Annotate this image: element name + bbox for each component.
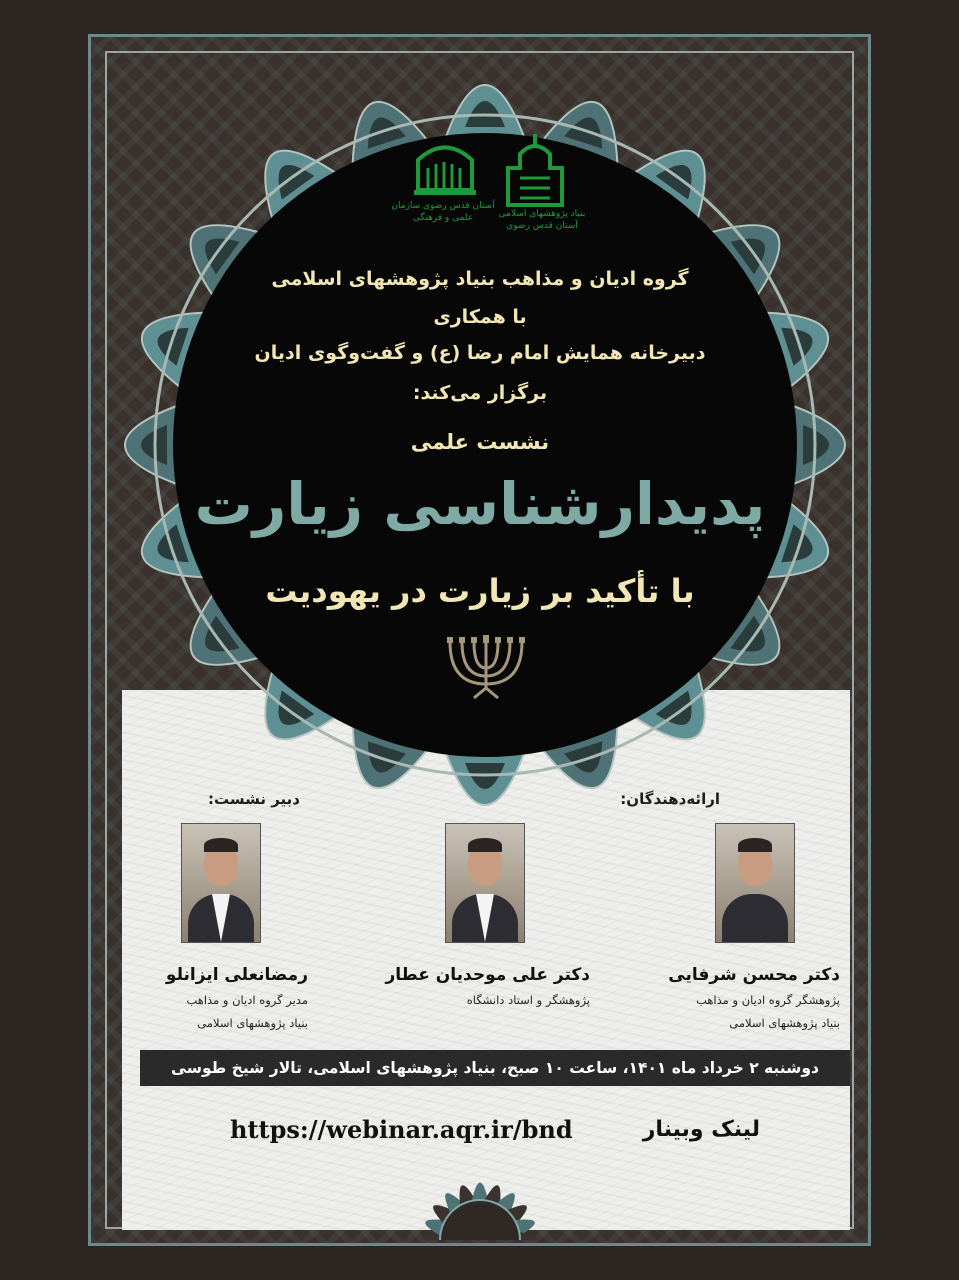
cooperation-line: با همکاری xyxy=(433,306,527,328)
moderator-label: دبیر نشست: xyxy=(207,790,300,808)
menorah-icon xyxy=(436,632,536,702)
presenter-2-role: پژوهشگر و استاد دانشگاه xyxy=(466,993,590,1007)
event-title: پدیدارشناسی زیارت xyxy=(194,470,766,538)
holds-line: برگزار می‌کند: xyxy=(412,382,548,404)
event-subtitle: با تأکید بر زیارت در یهودیت xyxy=(265,572,695,610)
webinar-url[interactable]: https://webinar.aqr.ir/bnd xyxy=(230,1115,573,1144)
presenter-1-org: بنیاد پژوهشهای اسلامی xyxy=(729,1016,840,1030)
presenter-1-name: دکتر محسن شرفایی xyxy=(668,965,840,985)
date-bar: دوشنبه ۲ خرداد ماه ۱۴۰۱، ساعت ۱۰ صبح، بنیاد پژوهشهای اسلامی، تالار شیخ طوسی xyxy=(140,1050,850,1086)
logo-left-caption: آستان قدس رضوی سازمان علمی و فرهنگی xyxy=(391,201,495,223)
photo-presenter-2 xyxy=(445,823,525,943)
presenters-label: ارائه‌دهندگان: xyxy=(620,790,720,808)
organizer-line: گروه ادیان و مذاهب بنیاد پژوهشهای اسلامی xyxy=(271,268,689,290)
photo-presenter-1 xyxy=(715,823,795,943)
presenter-2-name: دکتر علی موحدیان عطار xyxy=(385,965,590,985)
presenter-1-role: پژوهشگر گروه ادیان و مذاهب xyxy=(696,993,840,1007)
logos xyxy=(400,130,580,250)
webinar-link-row xyxy=(200,1115,800,1155)
photo-moderator xyxy=(181,823,261,943)
moderator-role: مدیر گروه ادیان و مذاهب xyxy=(186,993,308,1007)
event-type: نشست علمی xyxy=(410,430,550,454)
moderator-name: رمضانعلی ایزانلو xyxy=(165,965,308,985)
mini-petal xyxy=(472,1183,488,1201)
moderator-org: بنیاد پژوهشهای اسلامی xyxy=(197,1016,308,1030)
logo-right-caption: بنیاد پژوهشهای اسلامی آستان قدس رضوی xyxy=(498,209,586,231)
bottom-ornament-icon xyxy=(400,1160,560,1240)
webinar-link-label: لینک وبینار xyxy=(642,1117,760,1142)
logo-right-icon xyxy=(508,134,562,205)
partner-line: دبیرخانه همایش امام رضا (ع) و گفت‌وگوی ادیان xyxy=(254,342,706,364)
mini-petal xyxy=(520,1232,538,1240)
logo-left-icon xyxy=(414,148,476,196)
